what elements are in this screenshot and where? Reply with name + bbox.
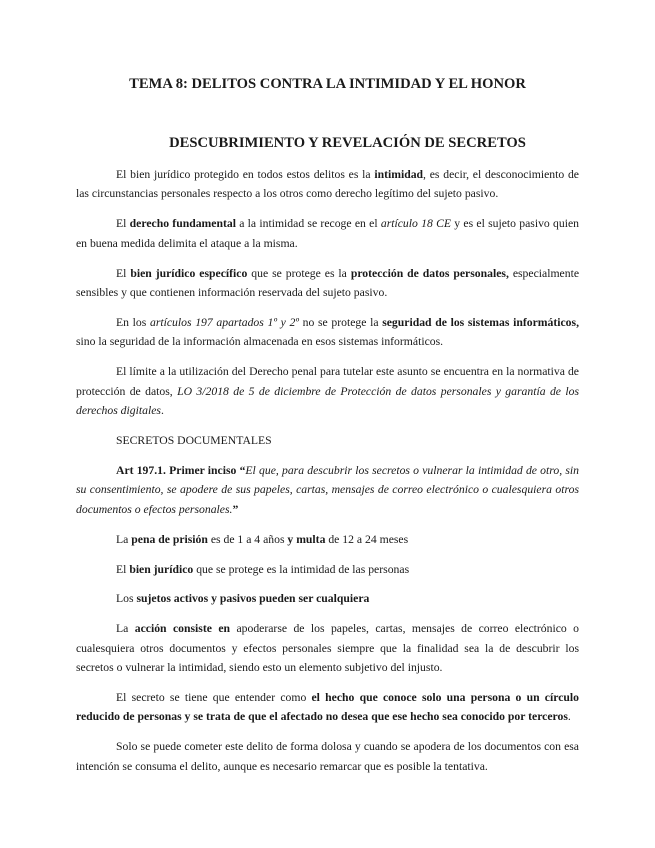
paragraph	[76, 461, 579, 519]
document-body	[76, 165, 579, 787]
paragraph	[76, 589, 579, 608]
bold-text: pena de prisión	[131, 532, 208, 546]
text-run: El	[116, 562, 130, 576]
bold-text: seguridad de los sistemas informáticos,	[382, 315, 579, 329]
text-run: que se protege es la	[247, 266, 351, 280]
paragraph	[76, 619, 579, 677]
text-run: En los	[116, 315, 150, 329]
bold-text: Art 197.1. Primer inciso “	[116, 463, 246, 477]
paragraph	[76, 737, 579, 776]
paragraph	[76, 530, 579, 549]
text-run: apoderarse de los papeles, cartas, mensajes de correo electrónico o cualesquiera otros documentos y efectos personales siempre que la finalidad sea la de descubrir los secretos o vulnerar la intimidad, siendo esto un elemento subjetivo del injusto.	[76, 622, 580, 675]
text-run: .	[160, 404, 164, 418]
italic-text: El que, para descubrir los secretos o vulnerar la intimidad de otro, sin su consentimiento, se apodere de sus papeles, cartas, mensajes de correo electrónico o cualesquiera otros documentos o efectos personales.	[76, 463, 579, 516]
text-run: El bien jurídico protegido en todos estos delitos es la	[116, 168, 375, 181]
bold-text: y multa	[287, 532, 326, 546]
bold-text: bien jurídico específico	[130, 266, 248, 280]
text-run: especialmente sensibles y que contienen información reservada del sujeto pasivo.	[76, 266, 580, 300]
paragraph	[76, 362, 579, 420]
text-run: El	[116, 266, 131, 280]
text-run: La	[116, 532, 132, 546]
paragraph	[76, 313, 579, 352]
text-run: a la intimidad se recoge en el	[235, 217, 381, 231]
paragraph	[76, 431, 579, 450]
text-run: sino la seguridad de la información almacenada en esos sistemas informáticos.	[76, 335, 444, 349]
text-run: El	[116, 217, 130, 231]
bold-text: acción consiste en	[134, 622, 231, 636]
text-run: .	[567, 710, 571, 724]
section-title: DESCUBRIMIENTO Y REVELACIÓN DE SECRETOS	[169, 135, 526, 151]
text-run: La	[116, 622, 135, 636]
text-run: de 12 a 24 meses	[325, 532, 409, 546]
bold-text: derecho fundamental	[129, 217, 236, 231]
paragraph	[76, 214, 579, 253]
text-run: que se protege es la intimidad de las personas	[193, 562, 410, 576]
text-run: SECRETOS DOCUMENTALES	[116, 433, 272, 447]
italic-text: artículos 197 apartados 1º y 2º	[149, 315, 299, 329]
italic-text: LO 3/2018 de 5 de diciembre de Protección de datos personales y garantía de los derechos digitales	[76, 384, 579, 418]
page-title: TEMA 8: DELITOS CONTRA LA INTIMIDAD Y EL HONOR	[129, 76, 526, 92]
text-run: Solo se puede cometer este delito de forma dolosa y cuando se apodera de los documentos con esa intención se consuma el delito, aunque es necesario remarcar que es posible la tentativa.	[76, 740, 579, 773]
paragraph	[76, 165, 579, 204]
text-run: El secreto se tiene que entender como	[116, 691, 312, 705]
text-run: no se protege la	[298, 315, 383, 329]
text-run: es de 1 a 4 años	[207, 532, 288, 546]
bold-text: intimidad	[374, 168, 424, 181]
bold-text: el hecho que conoce solo una persona o un círculo reducido de personas y se trata de que el afectado no desea que ese hecho sea conocido por terceros	[76, 691, 579, 724]
italic-text: artículo 18 CE	[380, 217, 452, 231]
text-run: El límite a la utilización del Derecho penal para tutelar este asunto se encuentra en la normativa de protección de datos,	[76, 365, 579, 398]
bold-text: bien jurídico	[129, 562, 194, 576]
text-run: Los	[116, 592, 137, 606]
bold-text: ”	[232, 502, 239, 516]
paragraph	[76, 560, 579, 579]
text-run: y es el sujeto pasivo quien en buena medida delimita el ataque a la misma.	[76, 217, 580, 250]
bold-text: protección de datos personales,	[350, 266, 509, 280]
paragraph	[76, 688, 579, 727]
bold-text: sujetos activos y pasivos pueden ser cualquiera	[136, 592, 370, 606]
text-run: , es decir, el desconocimiento de las circunstancias personales respecto a los otros como derecho legítimo del sujeto pasivo.	[76, 168, 579, 201]
paragraph	[76, 264, 579, 303]
